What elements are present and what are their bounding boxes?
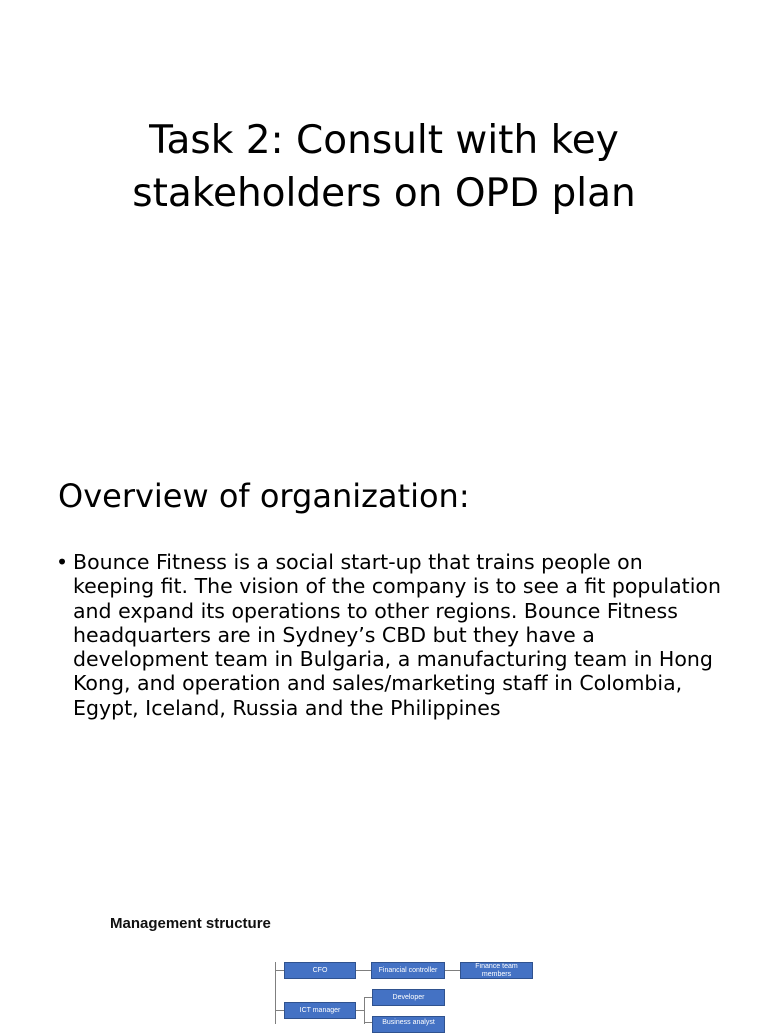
org-node-business-analyst: Business analyst	[372, 1016, 445, 1033]
org-connector-controller-team	[445, 970, 460, 971]
slide-title	[0, 114, 768, 220]
slide-title-line-2: stakeholders on OPD plan	[132, 171, 636, 216]
org-connector-ict-vertical	[364, 997, 365, 1024]
overview-bullet-item	[56, 550, 726, 720]
org-connector-cfo-controller	[356, 970, 371, 971]
bullet-icon: •	[56, 550, 69, 574]
management-structure-figure	[0, 900, 768, 1024]
org-node-financial-controller: Financial controller	[371, 962, 445, 979]
overview-bullet-text: Bounce Fitness is a social start-up that trains people on keeping fit. The vision of the company is to see a fit population and expand its operations to other regions. Bounce Fitness headquarters are in Sydney’s CBD but they have a development team in Bulgaria, a manufacturing team in Hong Kong, and operation and sales/marketing staff in Colombia, Egypt, Iceland, Russia and the Philippines	[73, 550, 721, 720]
org-connector-cfo	[275, 970, 284, 971]
org-connector-vertical	[275, 962, 276, 1024]
org-node-finance-team-members: Finance team members	[460, 962, 533, 979]
org-connector-developer	[364, 997, 372, 998]
overview-heading: Overview of organization:	[58, 477, 470, 515]
slide-title-line-1: Task 2: Consult with key	[149, 118, 619, 163]
org-node-cfo: CFO	[284, 962, 356, 979]
overview-bullet-list	[56, 550, 726, 720]
org-node-ict-manager: ICT manager	[284, 1002, 356, 1019]
org-connector-analyst	[364, 1022, 372, 1023]
org-connector-ict	[275, 1010, 284, 1011]
org-node-developer: Developer	[372, 989, 445, 1006]
org-connector-ict-branch	[356, 1010, 364, 1011]
management-structure-title: Management structure	[110, 915, 271, 932]
